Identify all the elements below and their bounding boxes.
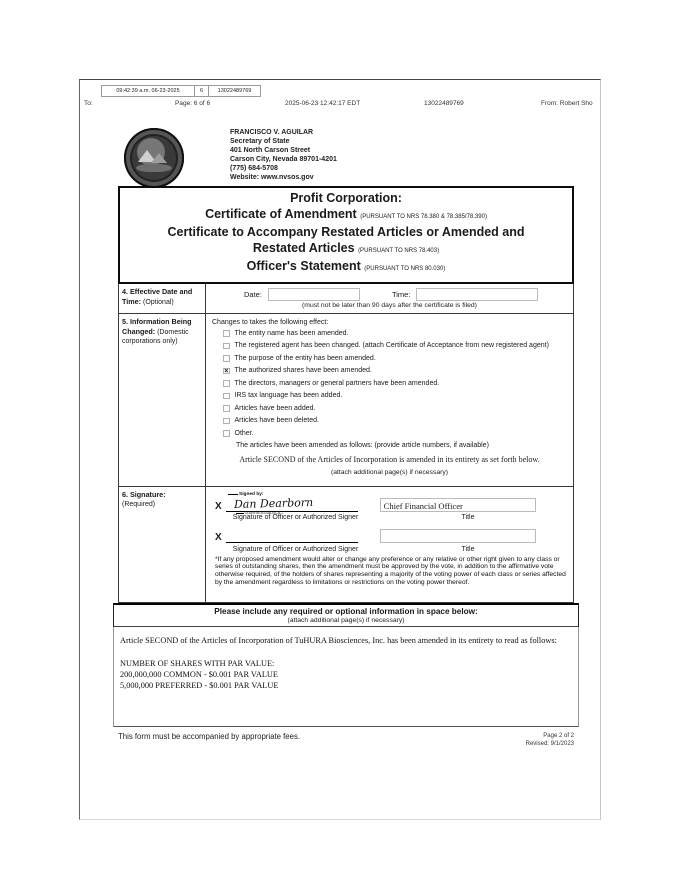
checkbox-label: The purpose of the entity has been amended. <box>234 354 376 362</box>
changes-intro: Changes to takes the following effect: <box>212 318 329 326</box>
section-5-label-note: (Domestic corporations only) <box>122 328 189 345</box>
signature-field-2[interactable] <box>226 527 358 543</box>
checkbox-item <box>223 330 569 338</box>
checkbox-item <box>223 380 569 388</box>
sos-name: FRANCISCO V. AGUILAR <box>230 129 314 136</box>
page-revision-block <box>526 732 574 748</box>
content-article-line: Article SECOND of the Articles of Incorporation of TuHURA Biosciences, Inc. has been amended in its entirety to read as follows: <box>120 635 557 645</box>
checkbox-item <box>223 355 569 363</box>
registered-agent-checkbox[interactable] <box>223 343 230 350</box>
checkbox-item <box>223 417 569 425</box>
signature-x-mark: X <box>215 532 222 543</box>
checkbox-item <box>223 392 569 400</box>
title-line4-main: Restated Articles <box>252 240 355 255</box>
other-checkbox[interactable] <box>223 430 230 437</box>
checkbox-item <box>223 405 569 413</box>
signature-row-1 <box>215 495 569 515</box>
revision-date: Revised: 9/1/2023 <box>525 740 574 747</box>
section-4-label-bold: 4. Effective Date and Time: <box>122 286 193 306</box>
checkbox-label: Other. <box>234 429 254 437</box>
title-restated-articles-1: Certificate to Accompany Restated Articles or Amended and <box>167 225 525 239</box>
article-second-line: Article SECOND of the Articles of Incorporation is amended in its entirety as set forth below. <box>239 455 540 464</box>
signature-script: Dan Dearborn <box>233 495 313 511</box>
section-5-label-bold: 5. Information Being Changed: <box>122 316 192 336</box>
content-shares-heading: NUMBER OF SHARES WITH PAR VALUE: <box>120 658 275 668</box>
fax-to-label: To: <box>84 100 93 107</box>
signature-id-code: 01ABF8EA53AD4C9 <box>236 511 280 515</box>
content-common-shares: 200,000,000 COMMON - $0.001 PAR VALUE <box>120 669 278 679</box>
caption-row-2 <box>215 546 569 553</box>
section-4-label-note: (Optional) <box>143 298 174 306</box>
checkbox-label: The entity name has been amended. <box>234 329 349 337</box>
date-label: Date: <box>244 289 262 299</box>
checkbox-label: Articles have been deleted. <box>234 417 319 424</box>
effective-date-note: (must not be later than 90 days after the certificate is filed) <box>302 301 477 309</box>
amended-note: The articles have been amended as follows: (provide article numbers, if available) <box>236 442 489 449</box>
sos-phone: (775) 684-5708 <box>230 165 278 172</box>
entity-name-checkbox[interactable] <box>223 330 230 337</box>
letterhead <box>124 128 337 188</box>
scanned-page <box>79 79 601 820</box>
section-6-label <box>119 487 206 602</box>
checkbox-label: IRS tax language has been added. <box>234 392 343 399</box>
fax-stamp-pages: 6 <box>195 86 209 96</box>
section-4-content <box>206 284 573 313</box>
directors-checkbox[interactable] <box>223 380 230 387</box>
title-line2-note: (PURSUANT TO NRS 78.380 & 78.385/78.390) <box>360 213 487 220</box>
irs-tax-checkbox[interactable] <box>223 393 230 400</box>
articles-deleted-checkbox[interactable] <box>223 418 230 425</box>
title-officers-statement <box>122 259 570 278</box>
secretary-of-state-block <box>230 128 337 182</box>
section-6-content <box>206 487 573 602</box>
date-field[interactable] <box>268 288 360 301</box>
signature-row-2 <box>215 527 569 543</box>
time-field[interactable] <box>416 288 538 301</box>
sos-title: Secretary of State <box>230 138 290 145</box>
fax-stamp-number: 13022489769 <box>217 88 252 94</box>
checkbox-item <box>223 367 569 375</box>
sos-website: Website: www.nvsos.gov <box>230 174 314 181</box>
signature-caption-1: Signature of Officer or Authorized Signer <box>232 514 359 521</box>
fax-number: 13022489769 <box>424 100 464 107</box>
section-6-label-note: (Required) <box>122 500 156 508</box>
section-5-content <box>206 314 573 486</box>
nevada-state-seal-icon <box>124 128 184 188</box>
checkbox-label: The authorized shares have been amended. <box>234 367 372 374</box>
checkbox-label: The registered agent has been changed. (attach Certificate of Acceptance from new registered agent) <box>234 342 549 349</box>
title-line5-note: (PURSUANT TO NRS 80.030) <box>364 266 446 272</box>
section-6-label-bold: 6. Signature: <box>122 489 166 499</box>
signature-caption-2: Signature of Officer or Authorized Signer <box>232 545 359 553</box>
purpose-checkbox[interactable] <box>223 355 230 362</box>
checkbox-label: Articles have been added. <box>234 404 316 412</box>
section-5-row <box>119 313 573 486</box>
fax-header-line <box>80 100 600 112</box>
content-preferred-shares: 5,000,000 PREFERRED - $0.001 PAR VALUE <box>120 680 279 690</box>
section-4-label <box>119 284 206 313</box>
checkbox-item <box>223 342 569 350</box>
page-number: Page 2 of 2 <box>543 732 574 739</box>
title-profit-corporation: Profit Corporation: <box>290 191 402 205</box>
title-certificate-of-amendment <box>122 207 570 226</box>
page-footer <box>118 732 574 748</box>
authorized-shares-checkbox[interactable] <box>223 368 230 375</box>
title-field-2[interactable] <box>380 529 536 543</box>
checkbox-item <box>223 430 569 438</box>
amendment-footnote: *If any proposed amendment would alter or change any preference or any relative or other right given to any class or series of outstanding shares, then the amendment must be approved by the vote, in addition to the affirmative vote otherwise required, of the holders of shares representing a majority of the voting power of each class or series affected by the amendment regardless to limitations or restrictions on the voting power thereof. <box>215 555 566 587</box>
fax-datetime: 2025-06-23 12:42:17 EDT <box>285 100 361 107</box>
checkbox-label: The directors, managers or general partners have been amended. <box>234 379 440 387</box>
checkbox-list <box>223 330 569 438</box>
include-info-bar <box>113 603 579 627</box>
title-field-1[interactable]: Chief Financial Officer <box>380 498 536 512</box>
fax-stamp-time: 09:42:39 a.m. 06-23-2025 <box>102 86 195 96</box>
optional-info-area[interactable] <box>113 627 579 727</box>
form-area <box>118 186 574 748</box>
title-line5-main: Officer's Statement <box>246 259 361 273</box>
title-caption-1: Title <box>461 514 475 521</box>
section-4-row <box>119 284 573 313</box>
time-label: Time: <box>391 289 411 299</box>
title-caption-2: Title <box>461 545 475 553</box>
include-info-heading: Please include any required or optional information in space below: <box>214 606 478 616</box>
fax-from: From: Robert Sho <box>541 100 593 107</box>
include-info-note: (attach additional page(s) if necessary) <box>287 616 405 624</box>
signature-x-mark: X <box>215 500 222 512</box>
docusign-signed-by-tag: Signed by: <box>228 490 569 497</box>
sos-address1: 401 North Carson Street <box>230 147 311 154</box>
title-line2-main: Certificate of Amendment <box>205 206 357 221</box>
fees-note: This form must be accompanied by appropriate fees. <box>118 731 301 741</box>
fax-stamp-box <box>101 85 261 97</box>
sos-address2: Carson City, Nevada 89701-4201 <box>230 156 337 163</box>
articles-added-checkbox[interactable] <box>223 405 230 412</box>
title-restated-articles-2 <box>122 241 570 260</box>
form-title-box <box>118 186 574 284</box>
section-5-label <box>119 314 206 486</box>
title-line4-note: (PURSUANT TO NRS 78.403) <box>358 247 440 254</box>
fax-page-indicator: Page: 6 of 6 <box>175 100 211 107</box>
signature-field-1[interactable] <box>226 495 358 515</box>
caption-row-1 <box>215 514 569 521</box>
attach-pages-note: (attach additional page(s) if necessary) <box>330 469 449 476</box>
form-table <box>118 284 574 603</box>
section-6-row <box>119 486 573 602</box>
lower-section <box>113 603 579 727</box>
